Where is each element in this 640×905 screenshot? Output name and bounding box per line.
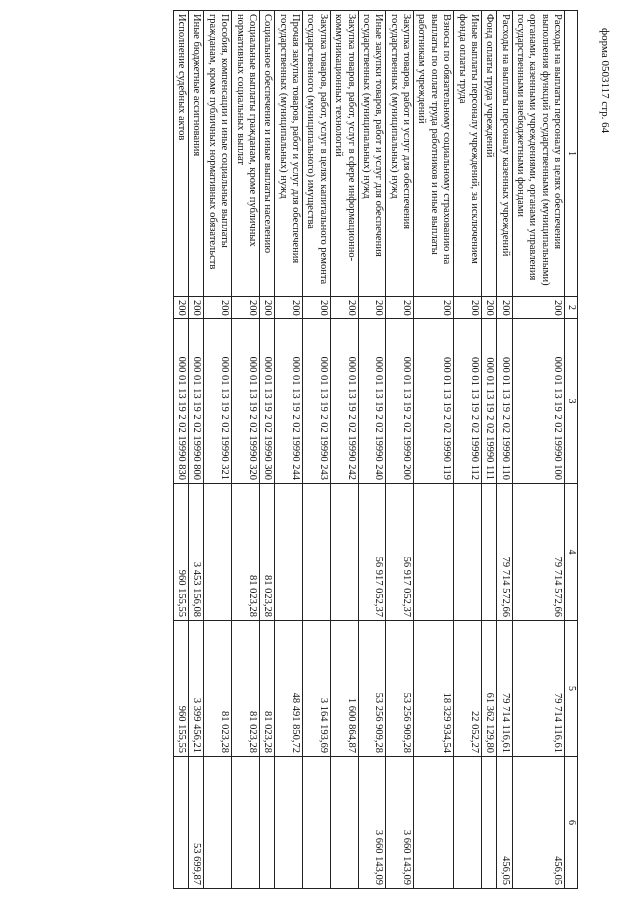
executed-amount: 22 052,27 [454, 621, 482, 757]
budget-code: 000 01 13 19 2 02 19990 243 [303, 319, 331, 484]
rotated-page [78, 10, 578, 888]
row-name: Фонд оплаты труда учреждений [481, 11, 496, 297]
table-row [232, 11, 260, 889]
row-name: Пособия, компенсации и иные социальные выплаты гражданам, кроме публичных нормативных обязательств [204, 11, 232, 297]
unexecuted-amount [454, 757, 482, 889]
executed-amount: 48 491 850,72 [275, 621, 303, 757]
budget-code: 000 01 13 19 2 02 19990 200 [386, 319, 414, 484]
row-name: Иные выплаты персоналу учреждений, за исключением фонда оплаты труда [454, 11, 482, 297]
unexecuted-amount [173, 757, 188, 889]
approved-amount [481, 484, 496, 621]
table-row [386, 11, 414, 889]
column-number: 1 [565, 11, 578, 297]
table-row [189, 11, 204, 889]
unexecuted-amount [275, 757, 303, 889]
column-number: 4 [565, 484, 578, 621]
budget-code: 000 01 13 19 2 02 19990 320 [232, 319, 260, 484]
budget-code: 000 01 13 19 2 02 19990 119 [414, 319, 454, 484]
expenditure-table [173, 10, 578, 889]
line-code: 200 [512, 297, 565, 319]
unexecuted-amount [414, 757, 454, 889]
line-code: 200 [414, 297, 454, 319]
form-number-label: форма 0503117 стр. 64 [599, 28, 611, 134]
unexecuted-amount [303, 757, 331, 889]
table-row [259, 11, 274, 889]
column-number: 5 [565, 621, 578, 757]
row-name: Взносы по обязательному социальному страхованию на выплаты по оплате труда работников и иные выплаты работникам учреждений [414, 11, 454, 297]
unexecuted-amount [204, 757, 232, 889]
approved-amount [275, 484, 303, 621]
line-code: 200 [173, 297, 188, 319]
budget-code: 000 01 13 19 2 02 19990 300 [259, 319, 274, 484]
row-name: Расходы на выплаты персоналу казенных учреждений [497, 11, 512, 297]
table-row [173, 11, 188, 889]
executed-amount: 53 256 909,28 [358, 621, 386, 757]
column-number-row [565, 11, 578, 889]
unexecuted-amount [259, 757, 274, 889]
unexecuted-amount [232, 757, 260, 889]
unexecuted-amount: 3 660 143,09 [358, 757, 386, 889]
executed-amount: 79 714 116,61 [497, 621, 512, 757]
row-name: Закупка товаров, работ и услуг для обеспечения государственных (муниципальных) нужд [386, 11, 414, 297]
approved-amount [204, 484, 232, 621]
budget-code: 000 01 13 19 2 02 19990 242 [330, 319, 358, 484]
unexecuted-amount [330, 757, 358, 889]
unexecuted-amount: 3 660 143,09 [386, 757, 414, 889]
executed-amount: 3 399 456,21 [189, 621, 204, 757]
executed-amount: 3 164 193,69 [303, 621, 331, 757]
line-code: 200 [386, 297, 414, 319]
table-row [303, 11, 331, 889]
table-row [358, 11, 386, 889]
line-code: 200 [454, 297, 482, 319]
line-code: 200 [330, 297, 358, 319]
table-row [414, 11, 454, 889]
line-code: 200 [497, 297, 512, 319]
executed-amount: 81 023,28 [259, 621, 274, 757]
budget-code: 000 01 13 19 2 02 19990 800 [189, 319, 204, 484]
line-code: 200 [204, 297, 232, 319]
row-name: Расходы на выплаты персоналу в целях обеспечения выполнения функций государственными (муниципальными) органами, казенными учреждениями, органами управления государственными внебюджетными фондами [512, 11, 565, 297]
budget-code: 000 01 13 19 2 02 19990 240 [358, 319, 386, 484]
line-code: 200 [232, 297, 260, 319]
line-code: 200 [303, 297, 331, 319]
line-code: 200 [275, 297, 303, 319]
approved-amount [454, 484, 482, 621]
budget-code: 000 01 13 19 2 02 19990 244 [275, 319, 303, 484]
budget-code: 000 01 13 19 2 02 19990 830 [173, 319, 188, 484]
line-code: 200 [481, 297, 496, 319]
table-row [204, 11, 232, 889]
table-row [512, 11, 565, 889]
budget-code: 000 01 13 19 2 02 19990 111 [481, 319, 496, 484]
executed-amount: 18 329 934,54 [414, 621, 454, 757]
row-name: Социальное обеспечение и иные выплаты населению [259, 11, 274, 297]
approved-amount: 81 023,28 [232, 484, 260, 621]
table-row [454, 11, 482, 889]
row-name: Закупка товаров, работ, услуг в сфере информационно-коммуникационных технологий [330, 11, 358, 297]
approved-amount: 81 023,28 [259, 484, 274, 621]
budget-code: 000 01 13 19 2 02 19990 100 [512, 319, 565, 484]
approved-amount [330, 484, 358, 621]
unexecuted-amount [481, 757, 496, 889]
line-code: 200 [259, 297, 274, 319]
budget-code: 000 01 13 19 2 02 19990 110 [497, 319, 512, 484]
executed-amount: 61 362 129,80 [481, 621, 496, 757]
approved-amount: 960 155,55 [173, 484, 188, 621]
table-body [173, 11, 577, 889]
unexecuted-amount: 456,05 [512, 757, 565, 889]
executed-amount: 960 155,55 [173, 621, 188, 757]
approved-amount: 79 714 572,66 [497, 484, 512, 621]
row-name: Социальные выплаты гражданам, кроме публичных нормативных социальных выплат [232, 11, 260, 297]
unexecuted-amount: 456,05 [497, 757, 512, 889]
table-row [497, 11, 512, 889]
executed-amount: 53 256 909,28 [386, 621, 414, 757]
approved-amount: 79 714 572,66 [512, 484, 565, 621]
approved-amount: 3 453 156,08 [189, 484, 204, 621]
row-name: Иные закупки товаров, работ и услуг для обеспечения государственных (муниципальных) нужд [358, 11, 386, 297]
budget-code: 000 01 13 19 2 02 19990 321 [204, 319, 232, 484]
row-name: Иные бюджетные ассигнования [189, 11, 204, 297]
budget-code: 000 01 13 19 2 02 19990 112 [454, 319, 482, 484]
line-code: 200 [189, 297, 204, 319]
approved-amount [414, 484, 454, 621]
column-number: 6 [565, 757, 578, 889]
row-name: Закупка товаров, работ, услуг в целях капитального ремонта государственного (муниципального) имущества [303, 11, 331, 297]
approved-amount [303, 484, 331, 621]
row-name: Исполнение судебных актов [173, 11, 188, 297]
table-row [330, 11, 358, 889]
line-code: 200 [358, 297, 386, 319]
table-row [481, 11, 496, 889]
table-row [275, 11, 303, 889]
row-name: Прочая закупка товаров, работ и услуг для обеспечения государственных (муниципальных) нужд [275, 11, 303, 297]
approved-amount: 56 917 052,37 [358, 484, 386, 621]
column-number: 2 [565, 297, 578, 319]
executed-amount: 81 023,28 [232, 621, 260, 757]
executed-amount: 81 023,28 [204, 621, 232, 757]
column-number: 3 [565, 319, 578, 484]
executed-amount: 1 600 864,87 [330, 621, 358, 757]
unexecuted-amount: 53 699,87 [189, 757, 204, 889]
executed-amount: 79 714 116,61 [512, 621, 565, 757]
approved-amount: 56 917 052,37 [386, 484, 414, 621]
